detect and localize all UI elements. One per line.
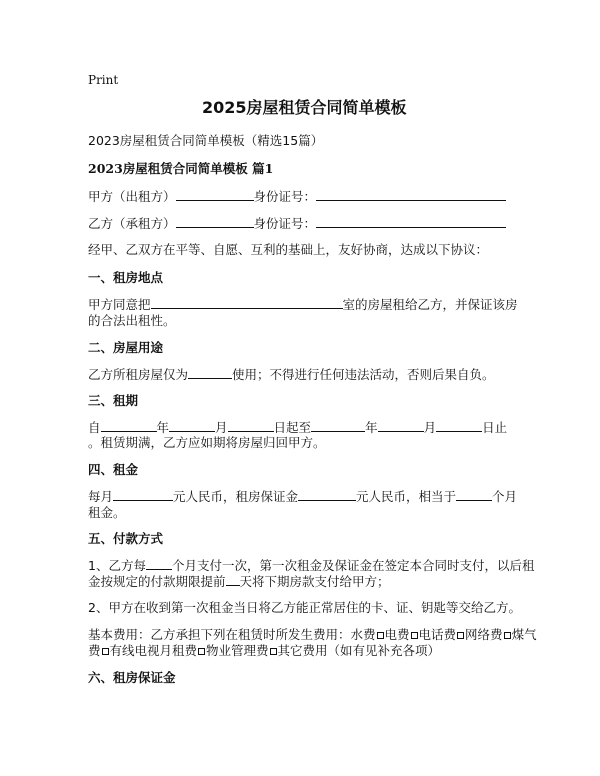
s3-from: 自 bbox=[88, 420, 101, 435]
end-month-blank[interactable] bbox=[378, 419, 424, 432]
section-4-line-1 bbox=[88, 488, 517, 505]
fees-text-c: 其它费用（如有见补充各项） bbox=[277, 643, 441, 658]
subtitle: 2023房屋租赁合同简单模板（精选15篇） bbox=[88, 133, 324, 148]
fees-text-b: 费 bbox=[88, 643, 101, 658]
fee-cable-tv: 有线电视月租费 bbox=[109, 643, 198, 658]
s4-rmb-deposit: 元人民币，租房保证金 bbox=[173, 489, 299, 504]
s2-text-b: 使用；不得进行任何违法活动，否则后果自负。 bbox=[232, 367, 495, 382]
s5-text-c: 金按规定的付款期限提前 bbox=[88, 574, 226, 589]
section-1-line-1 bbox=[88, 296, 518, 313]
cable-tv-fee-checkbox[interactable] bbox=[198, 648, 205, 655]
s1-text-b: 室的房屋租给乙方，并保证该房 bbox=[342, 297, 518, 312]
id-label: 身份证号： bbox=[253, 189, 317, 204]
property-mgmt-fee-checkbox[interactable] bbox=[270, 648, 277, 655]
end-day-blank[interactable] bbox=[436, 419, 482, 432]
s3-month-2: 月 bbox=[423, 420, 437, 435]
advance-days-blank[interactable] bbox=[226, 573, 240, 586]
party-a-name-blank[interactable] bbox=[176, 188, 254, 201]
electricity-fee-checkbox[interactable] bbox=[411, 632, 418, 639]
s3-year-2: 年 bbox=[365, 420, 378, 435]
s3-year: 年 bbox=[156, 420, 170, 435]
s4-months: 个月 bbox=[492, 489, 518, 504]
fee-gas: 煤气 bbox=[511, 627, 537, 642]
s3-month: 月 bbox=[215, 420, 228, 435]
page-title: 2025房屋租赁合同简单模板 bbox=[202, 98, 407, 117]
party-a-label: 甲方（出租方） bbox=[88, 189, 176, 204]
party-a-line bbox=[88, 188, 506, 205]
water-fee-checkbox[interactable] bbox=[377, 632, 384, 639]
gas-fee-checkbox[interactable] bbox=[102, 648, 109, 655]
s4-monthly: 每月 bbox=[88, 489, 114, 504]
id-label: 身份证号： bbox=[253, 216, 317, 231]
section-1-line-2: 的合法出租性。 bbox=[88, 313, 176, 328]
section-5-heading: 五、付款方式 bbox=[88, 531, 164, 546]
s5-text-d: 天将下期房款支付给甲方； bbox=[239, 574, 390, 589]
s3-day-to: 日起至 bbox=[273, 420, 312, 435]
rent-blank[interactable] bbox=[113, 488, 173, 501]
s3-end: 日止 bbox=[482, 420, 508, 435]
s2-text-a: 乙方所租房屋仅为 bbox=[88, 367, 189, 382]
section-4-heading: 四、租金 bbox=[88, 462, 139, 477]
section-1-heading: 一、租房地点 bbox=[88, 270, 164, 285]
months-blank[interactable] bbox=[456, 488, 492, 501]
party-b-label: 乙方（承租方） bbox=[88, 216, 176, 231]
section-5-p1-line-2 bbox=[88, 573, 390, 590]
pay-interval-blank[interactable] bbox=[146, 557, 172, 570]
start-year-blank[interactable] bbox=[101, 419, 157, 432]
party-b-id-blank[interactable] bbox=[316, 215, 506, 228]
fee-electricity: 电费 bbox=[384, 627, 410, 642]
fees-line-2 bbox=[88, 643, 440, 659]
address-blank[interactable] bbox=[151, 296, 343, 309]
start-day-blank[interactable] bbox=[228, 419, 274, 432]
end-year-blank[interactable] bbox=[311, 419, 365, 432]
fees-text-a: 基本费用：乙方承担下列在租赁时所发生费用：水费 bbox=[88, 627, 376, 642]
section-4-line-2: 租金。 bbox=[88, 505, 126, 520]
usage-blank[interactable] bbox=[188, 366, 232, 379]
s4-rmb-equiv: 元人民币，相当于 bbox=[356, 489, 457, 504]
deposit-blank[interactable] bbox=[298, 488, 356, 501]
print-link[interactable]: Print bbox=[88, 73, 119, 87]
section-3-line-1 bbox=[88, 419, 507, 436]
section-6-heading: 六、租房保证金 bbox=[88, 670, 176, 685]
intro-paragraph: 经甲、乙双方在平等、自愿、互利的基础上，友好协商，达成以下协议： bbox=[88, 242, 489, 257]
party-a-id-blank[interactable] bbox=[316, 188, 506, 201]
party-b-line bbox=[88, 215, 506, 232]
section-5-p1-line-1 bbox=[88, 557, 534, 574]
section-5-p2: 2、甲方在收到第一次租金当日将乙方能正常居住的卡、证、钥匙等交给乙方。 bbox=[88, 600, 521, 615]
fee-phone: 电话费 bbox=[418, 627, 457, 642]
s5-text-a: 1、乙方每 bbox=[88, 558, 146, 573]
s1-text-a: 甲方同意把 bbox=[88, 297, 151, 312]
party-b-name-blank[interactable] bbox=[176, 215, 254, 228]
start-month-blank[interactable] bbox=[169, 419, 215, 432]
section-2-heading: 二、房屋用途 bbox=[88, 340, 164, 355]
fee-network: 网络费 bbox=[465, 627, 503, 642]
section-3-heading: 三、租期 bbox=[88, 393, 139, 408]
phone-fee-checkbox[interactable] bbox=[457, 632, 464, 639]
fee-property-mgmt: 物业管理费 bbox=[206, 643, 269, 658]
section-3-line-2: 。租赁期满，乙方应如期将房屋归回甲方。 bbox=[88, 435, 326, 450]
s5-text-b: 个月支付一次，第一次租金及保证金在签定本合同时支付，以后租 bbox=[171, 558, 535, 573]
section-2-line bbox=[88, 366, 495, 383]
fees-line-1 bbox=[88, 627, 537, 643]
section-heading: 2023房屋租赁合同简单模板 篇1 bbox=[88, 161, 274, 176]
network-fee-checkbox[interactable] bbox=[504, 632, 511, 639]
